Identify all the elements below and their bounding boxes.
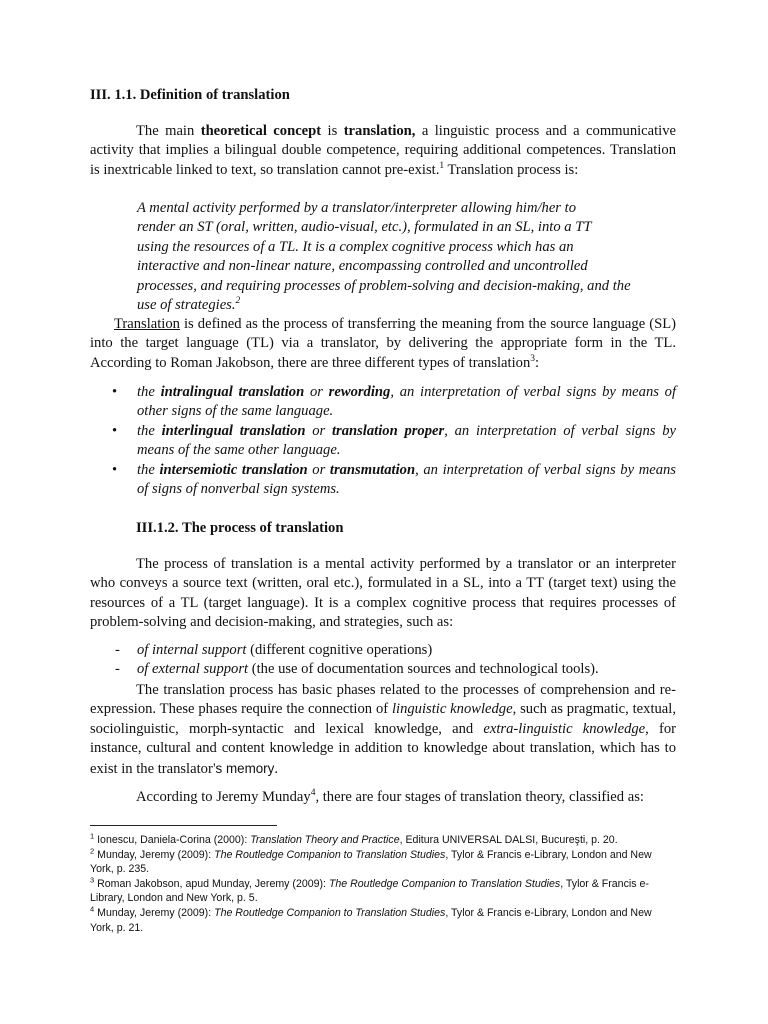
text: , Tylor & Francis e-Library, London and New York, p. 21.	[90, 906, 652, 934]
text: (different cognitive operations)	[246, 642, 433, 658]
paragraph-phases	[90, 681, 676, 779]
text: the	[137, 422, 162, 439]
text: or	[307, 461, 330, 478]
text: According to Jeremy Munday	[136, 789, 311, 805]
italic-term: extra-linguistic knowledge	[483, 720, 646, 737]
text: use of strategies.	[137, 297, 236, 314]
bold-term: rewording	[328, 384, 391, 400]
bullet-icon: •	[112, 384, 118, 400]
text: a linguistic process and a communicative activity that implies a bilingual double competence, requiring additional competences. Translation is inextricable linked to text, so translation cannot pre-exist.	[90, 123, 677, 178]
footnote-number: 2	[90, 846, 95, 856]
italic-title: Translation Theory and Practice	[250, 834, 400, 846]
paragraph-definition	[90, 122, 676, 180]
bold-text: translation,	[343, 123, 416, 139]
italic-title: The Routledge Companion to Translation Studies	[214, 848, 446, 861]
translation-types-list	[90, 383, 676, 499]
text: , an interpretation of verbal signs by means of the same other language.	[137, 422, 676, 459]
footnote-ref-2[interactable]: 2	[235, 296, 241, 307]
list-item	[90, 461, 676, 500]
footnote-3	[90, 877, 676, 906]
section-heading-definition: III. 1.1. Definition of translation	[90, 87, 290, 103]
list-item	[90, 383, 676, 422]
italic-title: The Routledge Companion to Translation Studies	[214, 906, 446, 919]
footnote-ref-1[interactable]: 1	[439, 160, 445, 171]
footnote-4	[90, 906, 676, 935]
list-item	[90, 660, 676, 679]
text: Roman Jakobson, apud Munday, Jeremy (2009):	[94, 877, 329, 890]
list-item	[90, 641, 676, 660]
quote-line: render an ST (oral, written, audio-visual, etc.), formulated in an SL, into a TT	[137, 219, 592, 236]
text: Ionescu, Daniela-Corina (2000):	[94, 834, 251, 846]
text: :	[535, 354, 540, 371]
text: the	[137, 461, 160, 478]
text: or	[304, 384, 329, 400]
bullet-icon: •	[112, 461, 118, 478]
quote-line: A mental activity performed by a translator/interpreter allowing him/her to	[137, 200, 576, 216]
text: , for instance, cultural and content knowledge in addition to knowledge about translation, which has to exist in the translator	[90, 720, 676, 777]
text: , Editura UNIVERSAL DALSI, Bucureşti, p. 20.	[399, 834, 618, 846]
footnote-divider	[90, 825, 277, 826]
quote-line: processes, and requiring processes of problem-solving and decision-making, and the	[137, 277, 631, 294]
quote-line: using the resources of a TL. It is a complex cognitive process which has an	[137, 238, 574, 255]
text: is	[321, 123, 344, 139]
footnotes	[90, 833, 676, 935]
footnote-1	[90, 833, 676, 848]
footnote-2	[90, 848, 676, 877]
paragraph-process: The process of translation is a mental activity performed by a translator or an interpreter who conveys a source text (written, oral etc.), formulated in a SL, into a TT (target text) using the resources of a TL (target language). It is a complex cognitive process that requires processes of problem-solving and decision-making, and strategies, such as:	[90, 556, 676, 631]
bold-term: intersemiotic translation	[159, 461, 308, 478]
text: .	[274, 760, 278, 777]
text: , Tylor & Francis e-Library, London and New York, p. 235.	[90, 848, 652, 876]
text: , such as pragmatic, textual, sociolinguistic, morph-syntactic and lexical knowledge, and	[90, 701, 676, 737]
text: Munday, Jeremy (2009):	[94, 906, 215, 919]
quote-line	[137, 296, 676, 315]
bold-term: interlingual translation	[161, 422, 306, 439]
bold-text: theoretical concept	[200, 123, 322, 139]
italic-title: The Routledge Companion to Translation Studies	[328, 877, 561, 890]
bold-term: transmutation	[329, 461, 416, 478]
bullet-icon: •	[112, 422, 118, 439]
block-quote	[137, 199, 676, 315]
footnote-number: 1	[90, 831, 95, 841]
bold-term: translation proper	[331, 422, 445, 439]
paragraph-munday	[90, 788, 676, 807]
text: , Tylor & Francis e-Library, London and New York, p. 5.	[90, 877, 649, 905]
paragraph-jakobson	[90, 315, 676, 373]
bold-term: intralingual translation	[160, 384, 305, 400]
text: , an interpretation of verbal signs by means of signs of nonverbal sign systems.	[137, 461, 676, 498]
text: Translation process is:	[444, 161, 579, 178]
underlined-term: Translation	[114, 316, 180, 332]
support-list	[90, 641, 676, 680]
dash-marker: -	[115, 642, 120, 658]
italic-term: linguistic knowledge	[391, 701, 513, 718]
dash-marker: -	[115, 661, 120, 678]
list-item	[90, 422, 676, 461]
text: is defined as the process of transferring the meaning from the source language (SL) into the target language (TL) via a translator, by delivering the appropriate form in the TL. According to Roman Jakobson, there are three different types of translation	[90, 316, 676, 371]
section-heading-process: III.1.2. The process of translation	[136, 520, 344, 536]
text: , an interpretation of verbal signs by means of other signs of the same language.	[137, 384, 677, 420]
text: The main	[136, 123, 201, 139]
text: or	[305, 422, 332, 439]
text: Munday, Jeremy (2009):	[94, 848, 215, 861]
text: The translation process has basic phases related to the processes of comprehension and re-expression. These phases require the connection of	[90, 682, 676, 718]
italic-term: of external support	[137, 661, 249, 678]
footnote-ref-3[interactable]: 3	[530, 353, 535, 364]
text: , there are four stages of translation theory, classified as:	[315, 789, 644, 805]
footnote-ref-4[interactable]: 4	[310, 788, 316, 799]
text: the	[137, 384, 161, 400]
footnote-number: 3	[90, 875, 95, 885]
quote-line: interactive and non-linear nature, encompassing controlled and uncontrolled	[137, 258, 588, 275]
footnote-number: 4	[90, 904, 95, 914]
italic-term: of internal support	[137, 642, 247, 658]
text: ’s memory	[212, 760, 275, 776]
text: (the use of documentation sources and technological tools).	[248, 661, 599, 678]
